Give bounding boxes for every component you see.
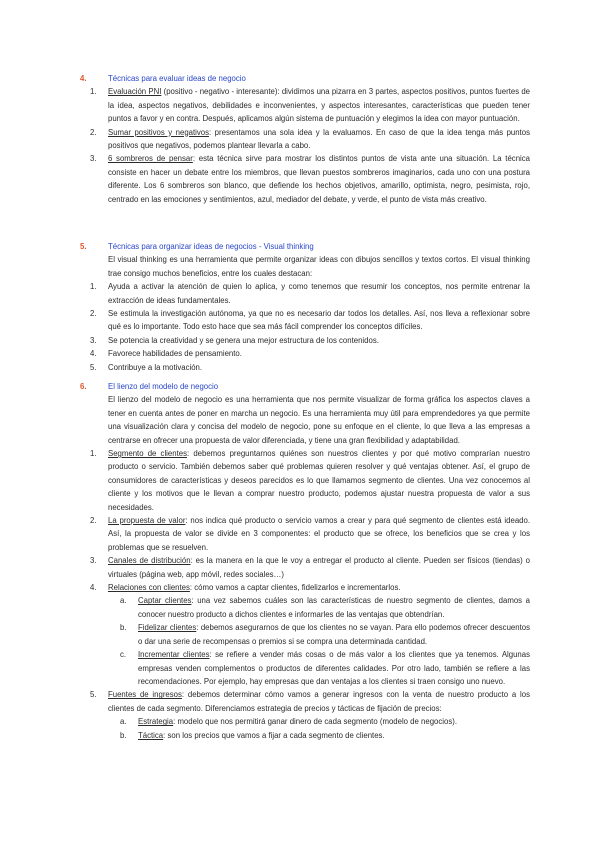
section-4 [80, 72, 530, 206]
sub-list-relations [80, 594, 530, 688]
canvas-block-list [80, 447, 530, 594]
item-text: : esta técnica sirve para mostrar los distintos puntos de vista ante una situación. La técnica consiste en hacer un debate entre los miembros, que llevan puestos sombreros imaginarios, cada uno con una postura diferente. Los 6 sombreros son blanco, que defiende los hechos objetivos, amarillo, optimista, negro, pesimista, rojo, centrado en las emociones y sentimientos, azul, mediador del debate, y verde, el punto de vista más creativo. [108, 154, 530, 204]
item-term: Fuentes de ingresos [108, 690, 182, 700]
list-item [80, 347, 530, 360]
item-text: : debemos determinar cómo vamos a generar ingresos con la venta de nuestro producto a los clientes de cada segmento. Diferenciamos estrategia de precios y tácticas de fijación de precios: [108, 690, 531, 713]
list-item [80, 554, 530, 581]
item-text: : son los precios que vamos a fijar a cada segmento de clientes. [163, 730, 385, 740]
item-text: Ayuda a activar la atención de quien lo aplica, y como tenemos que resumir los conceptos, nos permite entrenar la extracción de ideas fundamentales. [108, 282, 530, 305]
item-text: : presentamos una sola idea y la evaluamos. En caso de que la idea tenga más puntos positivos que negativos, podemos plantear llevarla a cabo. [108, 127, 531, 151]
item-term: Estrategia [138, 717, 174, 727]
item-text: : debemos preguntarnos quiénes son nuestros clientes y por qué motivo comprarían nuestro producto o servicio. También debemos saber qué problemas quieren resolver y qué ventajas obtener. Así, el grupo de consumidores de características y deseos parecidos es lo que llamamos segmento de clientes. Una vez conocemos al cliente y los motivos que le llevan a comprar nuestro producto, podemos ajustar nuestra propuesta de valor a sus necesidades. [108, 449, 531, 512]
item-term: Incrementar clientes [138, 650, 210, 660]
sub-list-item [80, 715, 530, 728]
list-number: 1. [90, 87, 97, 97]
list-item [80, 361, 530, 374]
list-item [80, 688, 530, 715]
section-number: 5. [80, 242, 87, 251]
list-number: 3. [90, 556, 97, 566]
list-item [80, 581, 530, 594]
section-number: 6. [80, 382, 87, 391]
item-text: : una vez sabemos cuáles son las características de nuestro segmento de clientes, damos a conocer nuestro producto a dichos clientes e informarles de las ventajas que obtendrían. [138, 596, 530, 619]
list-number: a. [120, 596, 127, 606]
item-term: Captar clientes [138, 596, 192, 606]
item-text: (positivo - negativo - interesante): dividimos una pizarra en 3 partes, aspectos positivos, puntos fuertes de la idea, aspectos negativos, debilidades e inconvenientes, y aspectos interesantes, características que pueden tener puntos a favor y en contra. Después, aplicamos algún sistema de puntuación y elegimos la idea con mayor puntuación. [108, 87, 531, 124]
section-number: 4. [80, 74, 87, 83]
sub-list-item [80, 621, 530, 648]
item-term: Segmento de clientes [108, 449, 187, 459]
item-text: : se refiere a vender más cosas o de más valor a los clientes que ya tenemos. Algunas empresas venden complementos o productos de diferentes calidades. Por otro lado, también se refiere a las recomendaciones. Por ejemplo, hay empresas que dan ventajas a los clientes si traen consigo uno nuevo. [138, 650, 530, 686]
section-6 [80, 380, 530, 742]
list-number: 1. [90, 449, 97, 459]
item-term: La propuesta de valor [108, 516, 186, 526]
list-item [80, 447, 530, 514]
section-title: Técnicas para organizar ideas de negocios - Visual thinking [108, 242, 314, 251]
list-number: 5. [90, 690, 97, 700]
item-text: Se potencia la creatividad y se genera una mejor estructura de los contenidos. [108, 335, 379, 345]
list-item [80, 334, 530, 347]
list-number: 1. [90, 282, 97, 292]
item-text: Contribuye a la motivación. [108, 362, 203, 372]
list-item [80, 514, 530, 554]
list-number: 4. [90, 349, 97, 359]
item-term: 6 sombreros de pensar [108, 154, 193, 164]
section-title: Técnicas para evaluar ideas de negocio [108, 74, 246, 83]
item-term: Canales de distribución [108, 556, 191, 566]
item-text: : nos indica qué producto o servicio vamos a crear y para qué segmento de clientes está ideado. Así, la propuesta de valor se divide en 3 componentes: el producto que se ofrece, los beneficios que se crea y los problemas que se resuelven. [108, 516, 530, 552]
item-term: Evaluación PNI [108, 87, 162, 97]
list-number: 2. [90, 516, 97, 526]
list-number: 2. [90, 127, 97, 137]
benefit-list [80, 280, 530, 374]
item-term: Relaciones con clientes [108, 583, 190, 593]
item-text: Se estimula la investigación autónoma, ya que no es necesario dar todos los detalles. Así, nos lleva a reflexionar sobre qué es lo importante. Todo esto hace que sea más fácil comprender los conceptos difíciles. [108, 309, 530, 332]
item-term: Táctica [138, 730, 164, 740]
item-text: : cómo vamos a captar clientes, fidelizarlos e incrementarlos. [189, 583, 401, 593]
list-number: b. [120, 623, 127, 633]
item-text: : debemos asegurarnos de que los clientes no se vayan. Para ello podemos ofrecer descuentos o dar una serie de recompensas o premios si se compra una determinada cantidad. [138, 623, 530, 646]
item-term: Sumar positivos y negativos [108, 127, 210, 137]
list-number: 5. [90, 362, 97, 372]
section-heading [80, 240, 530, 253]
list-item [80, 85, 530, 125]
section-intro: El visual thinking es una herramienta que permite organizar ideas con dibujos sencillos y textos cortos. El visual thinking trae consigo muchos beneficios, entre los cuales destacan: [108, 255, 530, 278]
list-item [80, 126, 530, 153]
section-heading [80, 380, 530, 393]
item-term: Fidelizar clientes [138, 623, 197, 633]
list-item [80, 152, 530, 206]
sub-list-item [80, 729, 530, 742]
list-item [80, 280, 530, 307]
section-intro: El lienzo del modelo de negocio es una herramienta que nos permite visualizar de forma gráfica los aspectos claves a tener en cuenta antes de poner en marcha un negocio. Es una herramienta muy útil para emprendedores ya que permite una visualización clara y concisa del modelo de negocio, pone su enfoque en el cliente, lo que lleva a las empresas a centrarse en ofrecer una propuesta de valor diferenciada, y tiene una gran flexibilidad y adaptabilidad. [108, 395, 530, 445]
list-item [80, 307, 530, 334]
list-number: 4. [90, 583, 97, 593]
sub-list-income [80, 715, 530, 742]
list-number: 3. [90, 335, 97, 345]
item-text: : es la manera en la que le voy a entregar el producto al cliente. Pueden ser físicos (tiendas) o virtuales (página web, app móvil, redes sociales…) [108, 556, 530, 579]
list-number: c. [120, 650, 127, 660]
list-number: b. [120, 730, 127, 740]
item-text: : modelo que nos permitirá ganar dinero de cada segmento (modelo de negocios). [173, 717, 457, 727]
technique-list [80, 85, 530, 206]
sub-list-item [80, 648, 530, 688]
list-number: 3. [90, 154, 97, 164]
canvas-block-list-continued [80, 688, 530, 715]
item-text: Favorece habilidades de pensamiento. [108, 349, 242, 359]
section-title: El lienzo del modelo de negocio [108, 382, 219, 391]
list-number: 2. [90, 309, 97, 319]
list-number: a. [120, 717, 127, 727]
sub-list-item [80, 594, 530, 621]
section-heading [80, 72, 530, 85]
section-5 [80, 240, 530, 374]
